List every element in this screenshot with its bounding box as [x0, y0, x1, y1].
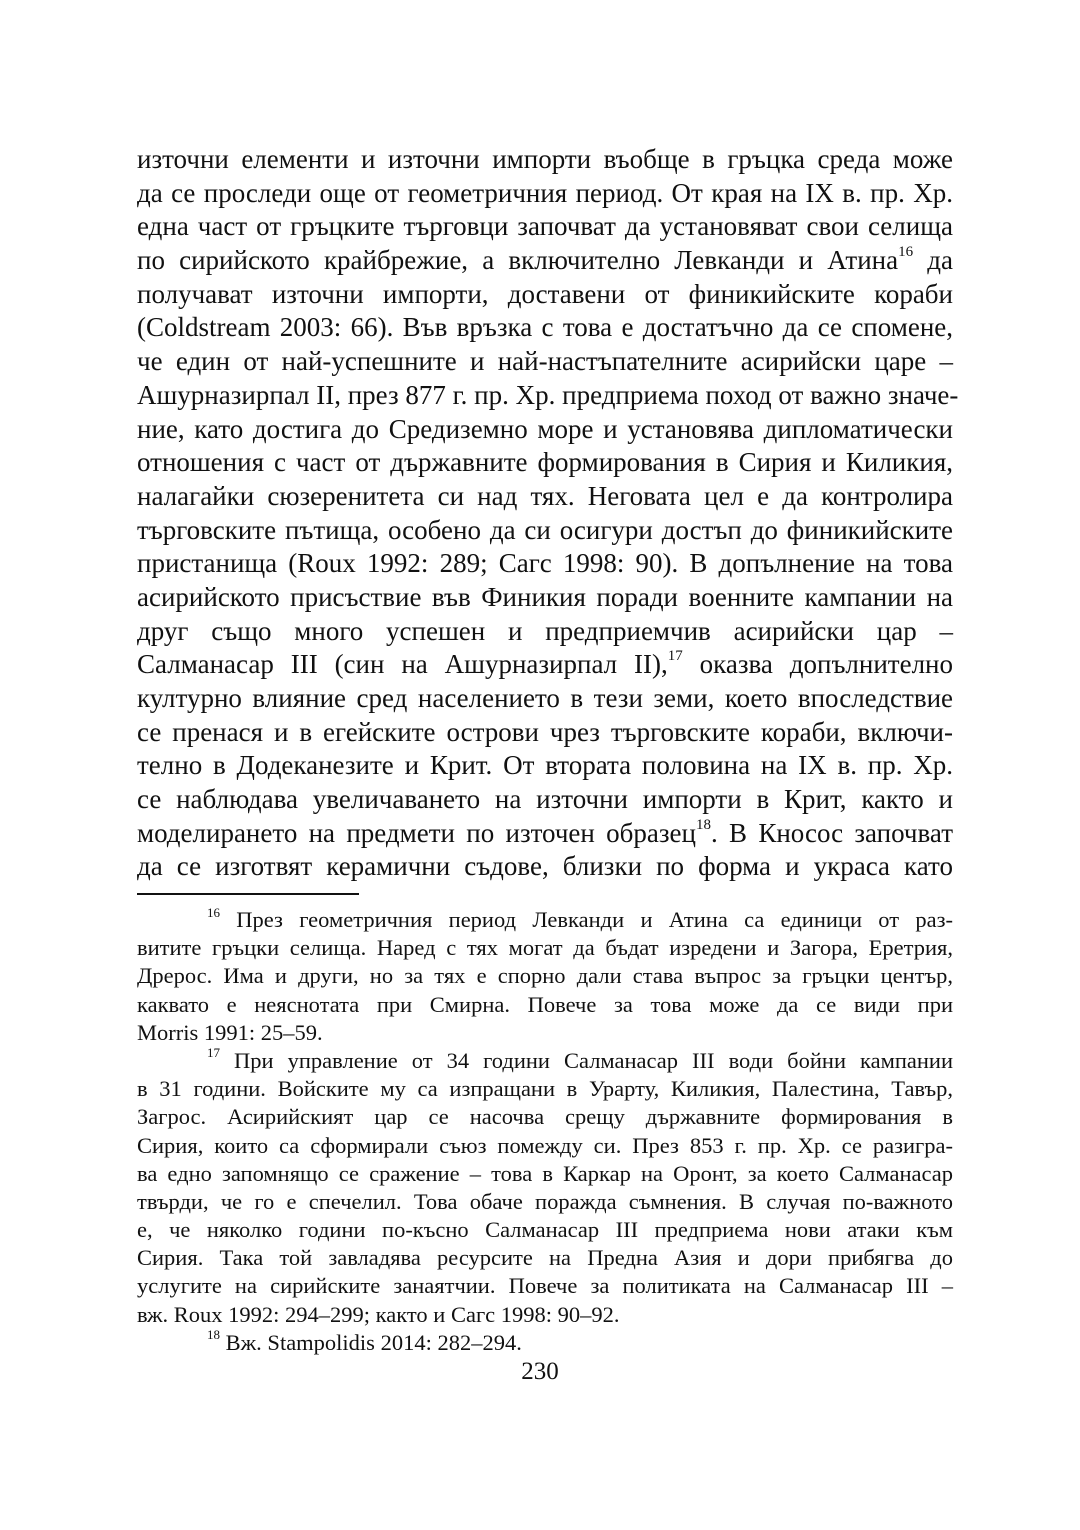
- footnote-16-line: Дрерос. Има и други, но за тях е спорно дали става въпрос за гръцки център,: [137, 963, 953, 989]
- footnote-ref-17: 17: [667, 648, 683, 665]
- body-line-text: Салманасар III (син на Ашурназирпал II),: [137, 649, 668, 680]
- body-line: [137, 648, 953, 682]
- body-line: да се проследи още от геометричния период. От края на IX в. пр. Хр.: [137, 177, 953, 208]
- footnote-17-line: Сирия, които са сформирали съюз помежду си. През 853 г. пр. Хр. се разигра-: [137, 1132, 953, 1158]
- footnote-18-line: [137, 1329, 953, 1357]
- body-line: източни елементи и източни импорти въобще в гръцка среда може: [137, 144, 953, 174]
- body-line: отношения с част от държавните формирования в Сирия и Киликия,: [137, 447, 953, 478]
- body-line: [137, 244, 953, 278]
- footnote-16-line: каквато е неяснотата при Смирна. Повече за това може да се види при: [137, 991, 953, 1017]
- footnote-divider: [137, 893, 359, 895]
- body-line: културно влияние сред населението в тези земи, което впоследствие: [137, 683, 953, 713]
- footnote-17-line: услугите на сирийските занаятчии. Повече за политиката на Салманасар III –: [137, 1273, 953, 1299]
- body-line: получават източни импорти, доставени от финикийските кораби: [137, 278, 953, 309]
- footnote-text: През геометричния период Левканди и Атина са единици от раз-: [220, 907, 953, 932]
- body-line: една част от гръцките търговци започват да установяват свои селища: [137, 211, 953, 242]
- body-line: ние, като достига до Средиземно море и установява дипломатически: [137, 413, 953, 444]
- body-line-tail: . В Кносос започват: [710, 817, 953, 848]
- body-line: търговските пътища, особено да си осигури достъп до финикийските: [137, 514, 953, 545]
- footnote-17-line: ва едно запомнящо се сражение – това в Каркар на Оронт, за което Салманасар: [137, 1160, 953, 1186]
- body-line: асирийското присъствие във Финикия поради военните кампании на: [137, 581, 953, 612]
- footnote-17-line: вж. Roux 1992: 294–299; както и Сагс 1998: 90–92.: [137, 1301, 620, 1327]
- body-line: се наблюдава увеличаването на източни импорти в Крит, както и: [137, 784, 953, 815]
- footnote-16-number: 16: [207, 904, 220, 920]
- footnote-ref-18: 18: [695, 816, 711, 833]
- body-line: че един от най-успешните и най-настъпателните асирийски царе –: [137, 346, 953, 377]
- body-line-tail: оказва допълнително: [682, 649, 953, 680]
- page-number: 230: [521, 1358, 559, 1385]
- footnotes: [137, 906, 953, 1357]
- body-line: да се изготвят керамични съдове, близки по форма и украса като: [137, 851, 953, 882]
- footnote-16-line: [137, 906, 953, 934]
- body-line: Ашурназирпал II, през 877 г. пр. Хр. предприема поход от важно значе-: [137, 379, 959, 410]
- body-line: друг също много успешен и предприемчив асирийски цар –: [137, 615, 953, 646]
- footnote-ref-16: 16: [898, 244, 914, 261]
- body-line: (Coldstream 2003: 66). Във връзка с това е достатъчно да се спомене,: [137, 312, 953, 343]
- footnote-17-line: Загрос. Асирийският цар се насочва срещу държавните формирования в: [137, 1104, 953, 1130]
- footnote-16-line: Morris 1991: 25–59.: [137, 1019, 323, 1045]
- footnote-17-line: твърди, че го е спечелил. Това обаче поражда съмнения. В случая по-важното: [137, 1188, 953, 1214]
- body-line-tail: да: [913, 245, 953, 276]
- main-text: [137, 143, 959, 884]
- footnote-17-line: в 31 години. Войските му са изпращани в Урарту, Киликия, Палестина, Тавър,: [137, 1076, 953, 1102]
- footnote-text: Вж. Stampolidis 2014: 282–294.: [220, 1329, 522, 1355]
- body-line: телно в Додеканезите и Крит. От втората половина на IX в. пр. Хр.: [137, 750, 953, 781]
- body-line: [137, 817, 953, 851]
- body-line: пристанища (Roux 1992: 289; Сагс 1998: 90). В допълнение на това: [137, 548, 953, 579]
- footnote-text: При управление от 34 години Салманасар III води бойни кампании: [220, 1047, 953, 1073]
- footnote-17-number: 17: [207, 1045, 220, 1061]
- footnote-17-line: [137, 1047, 953, 1075]
- footnote-17-line: е, че няколко години по-късно Салманасар III предприема нови атаки към: [137, 1217, 953, 1243]
- body-line: се пренася и в егейските острови чрез търговските кораби, включи-: [137, 716, 953, 747]
- footnote-18-number: 18: [207, 1327, 220, 1343]
- footnote-16-line: витите гръцки селища. Наред с тях могат да бъдат изредени и Загора, Еретрия,: [137, 935, 953, 961]
- body-line-text: моделирането на предмети по източен образец: [137, 817, 696, 848]
- footnote-17-line: Сирия. Така той завладява ресурсите на Предна Азия и дори прибягва до: [137, 1245, 953, 1271]
- body-line-text: по сирийското крайбрежие, а включително Левканди и Атина: [137, 245, 899, 276]
- body-line: налагайки сюзеренитета си над тях. Неговата цел е да контролира: [137, 480, 953, 511]
